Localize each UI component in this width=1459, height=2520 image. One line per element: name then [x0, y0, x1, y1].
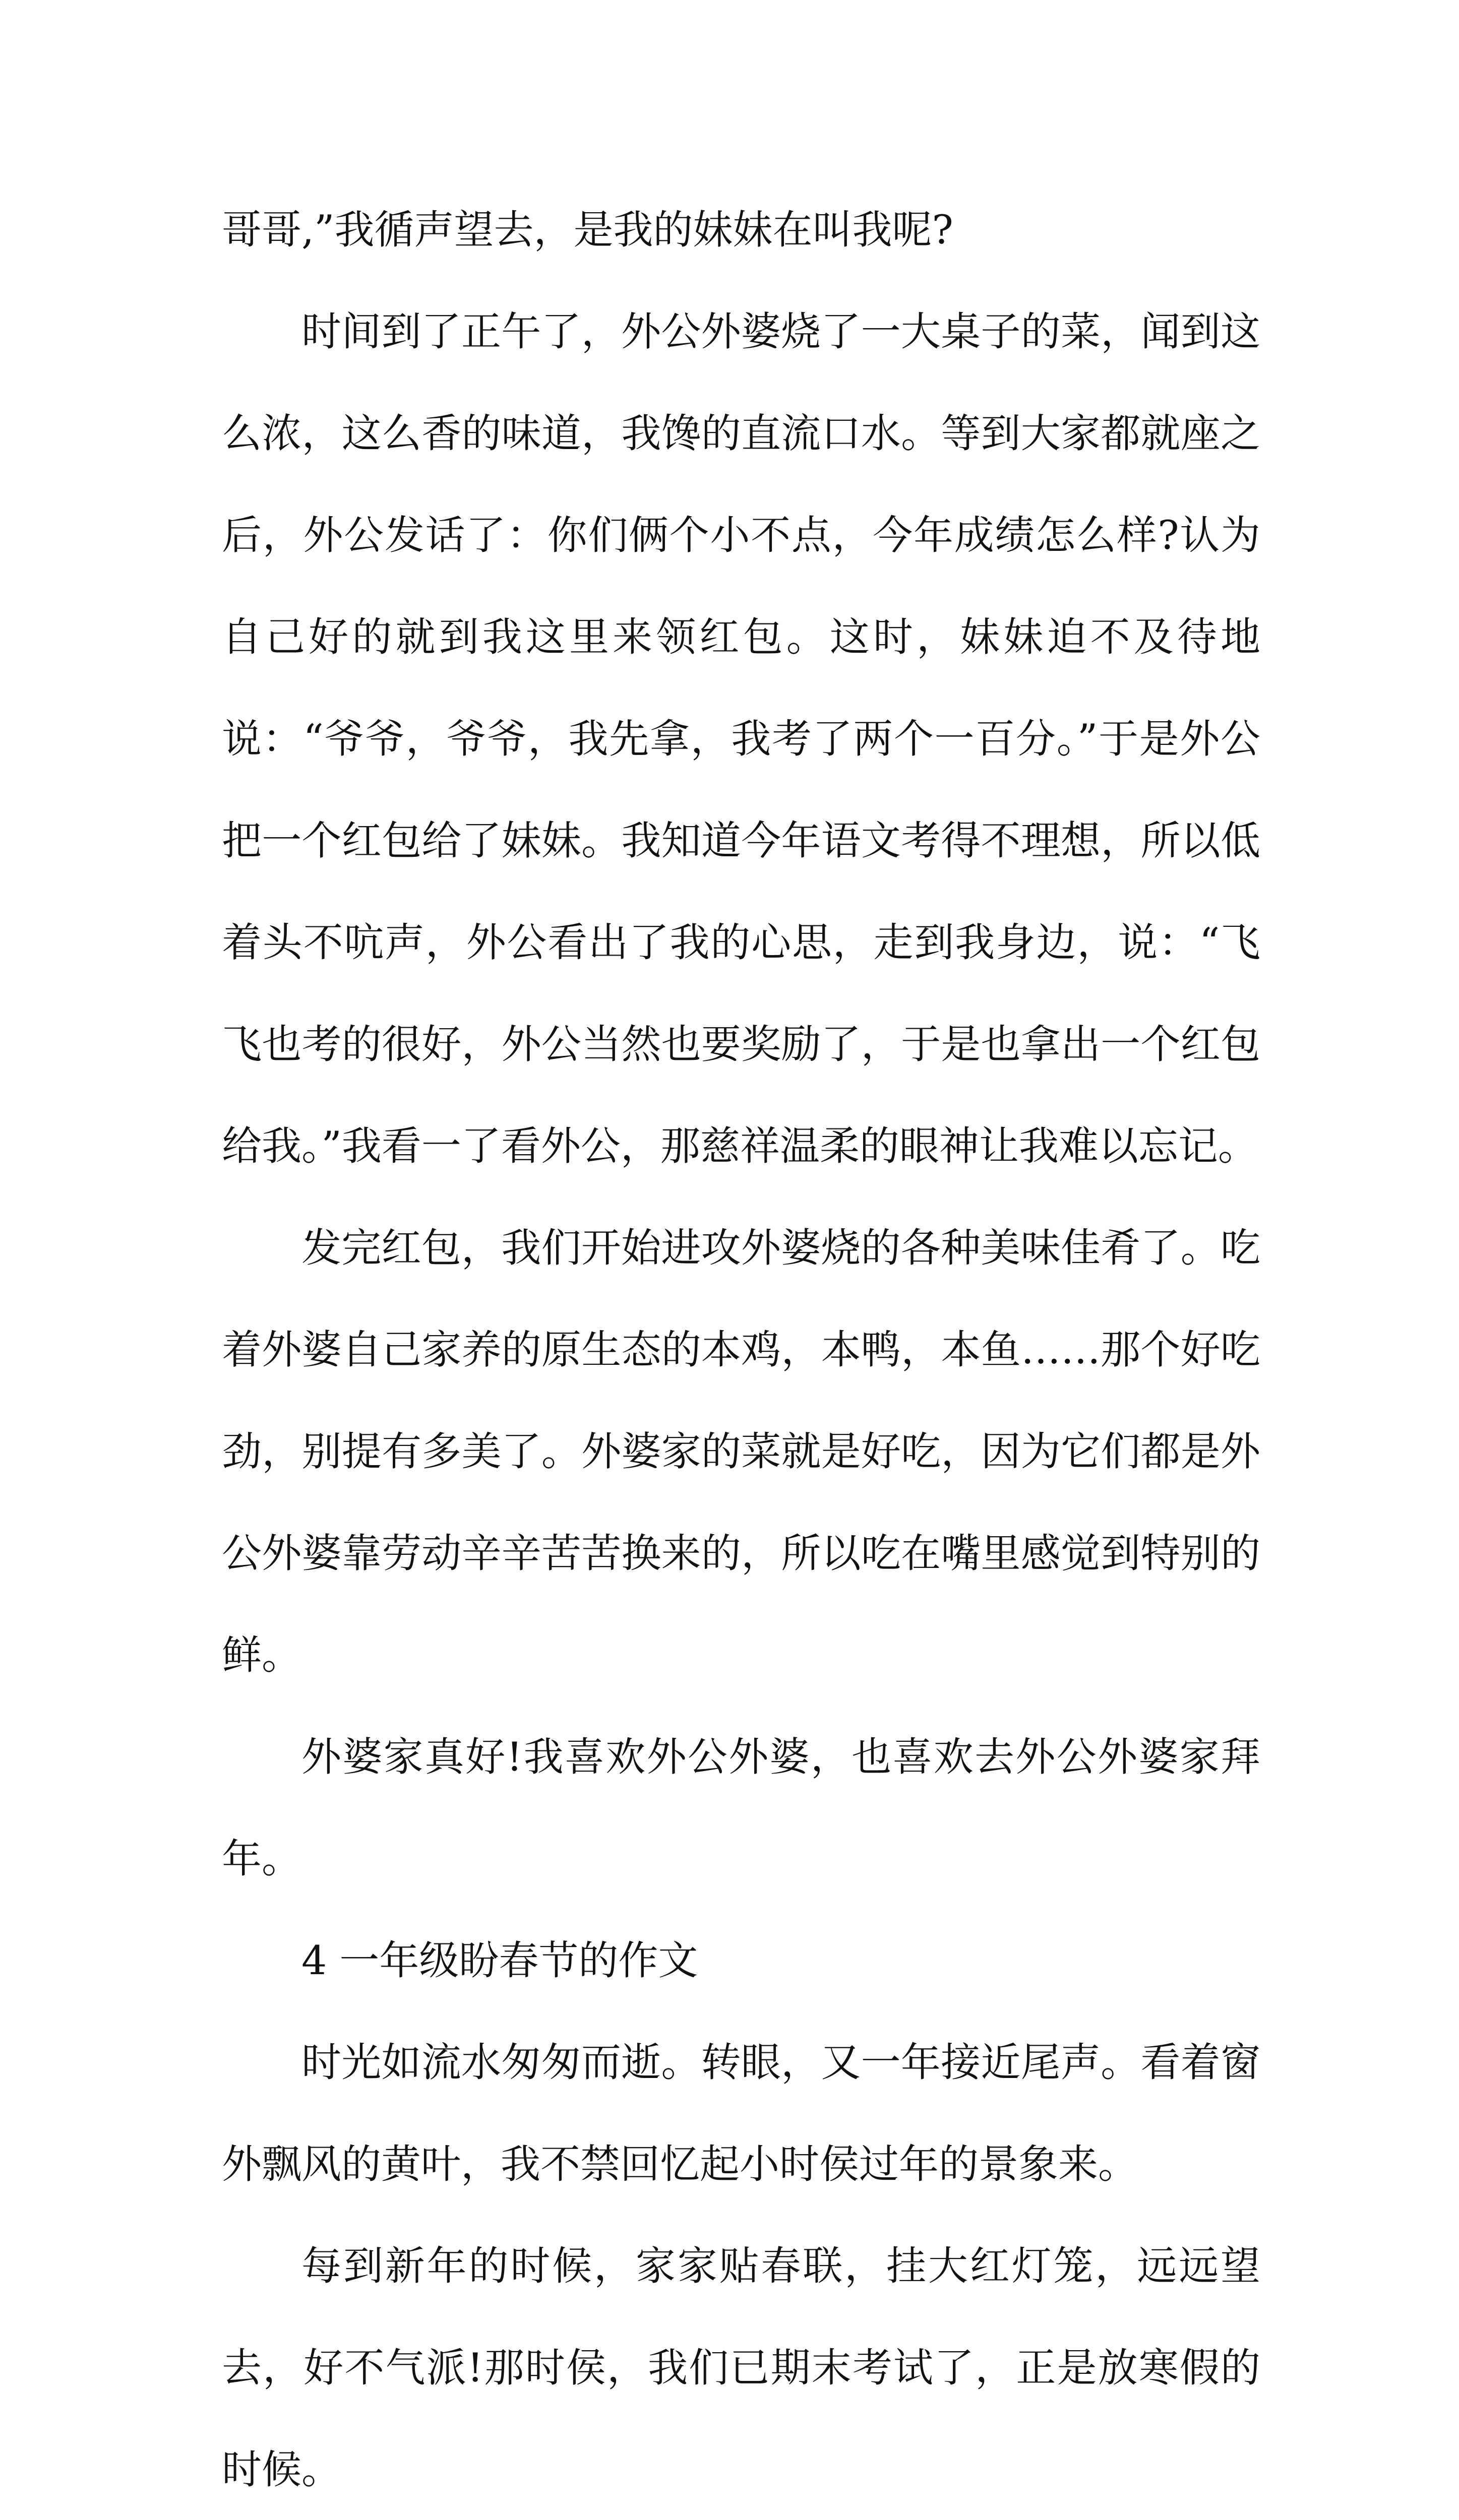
- paragraph-4: 外婆家真好!我喜欢外公外婆，也喜欢去外公外婆家拜年。: [222, 1734, 1260, 1882]
- paragraph-6: 每到新年的时候，家家贴春联，挂大红灯笼，远远望去，好不气派!那时侯，我们已期末考试了，正是放寒假的时候。: [222, 2243, 1260, 2493]
- section-heading: 4 一年级盼春节的作文: [301, 1937, 698, 1984]
- paragraph-5: 时光如流水匆匆而逝。转眼，又一年接近尾声。看着窗外飘风的黄叶，我不禁回忆起小时侯过年的景象来。: [222, 2039, 1260, 2187]
- document-body: [222, 179, 1260, 2520]
- paragraph-1: 哥哥,”我循声望去，是我的妹妹在叫我呢?: [222, 207, 953, 253]
- paragraph-3: 发完红包，我们开始进攻外婆烧的各种美味佳肴了。吃着外婆自己家养的原生态的本鸡，本鸭，本鱼……那个好吃劲，别提有多美了。外婆家的菜就是好吃，因为它们都是外公外婆靠劳动辛辛苦苦换来的，所以吃在嘴里感觉到特别的鲜。: [222, 1225, 1260, 1678]
- paragraph-2: 时间到了正午了，外公外婆烧了一大桌子的菜，闻到这么浓，这么香的味道，我馋的直流口水。等到大家都就座之后，外公发话了：你们俩个小不点，今年成绩怎么样?认为自己好的就到我这里来领红包。这时，妹妹迫不及待地说：“爷爷，爷爷，我先拿，我考了两个一百分。”于是外公把一个红包给了妹妹。我知道今年语文考得不理想，所以低着头不吭声，外公看出了我的心思，走到我身边，说：“飞飞也考的很好，外公当然也要奖励了，于是也拿出一个红包给我。”我看一了看外公，那慈祥温柔的眼神让我难以忘记。: [222, 308, 1260, 1169]
